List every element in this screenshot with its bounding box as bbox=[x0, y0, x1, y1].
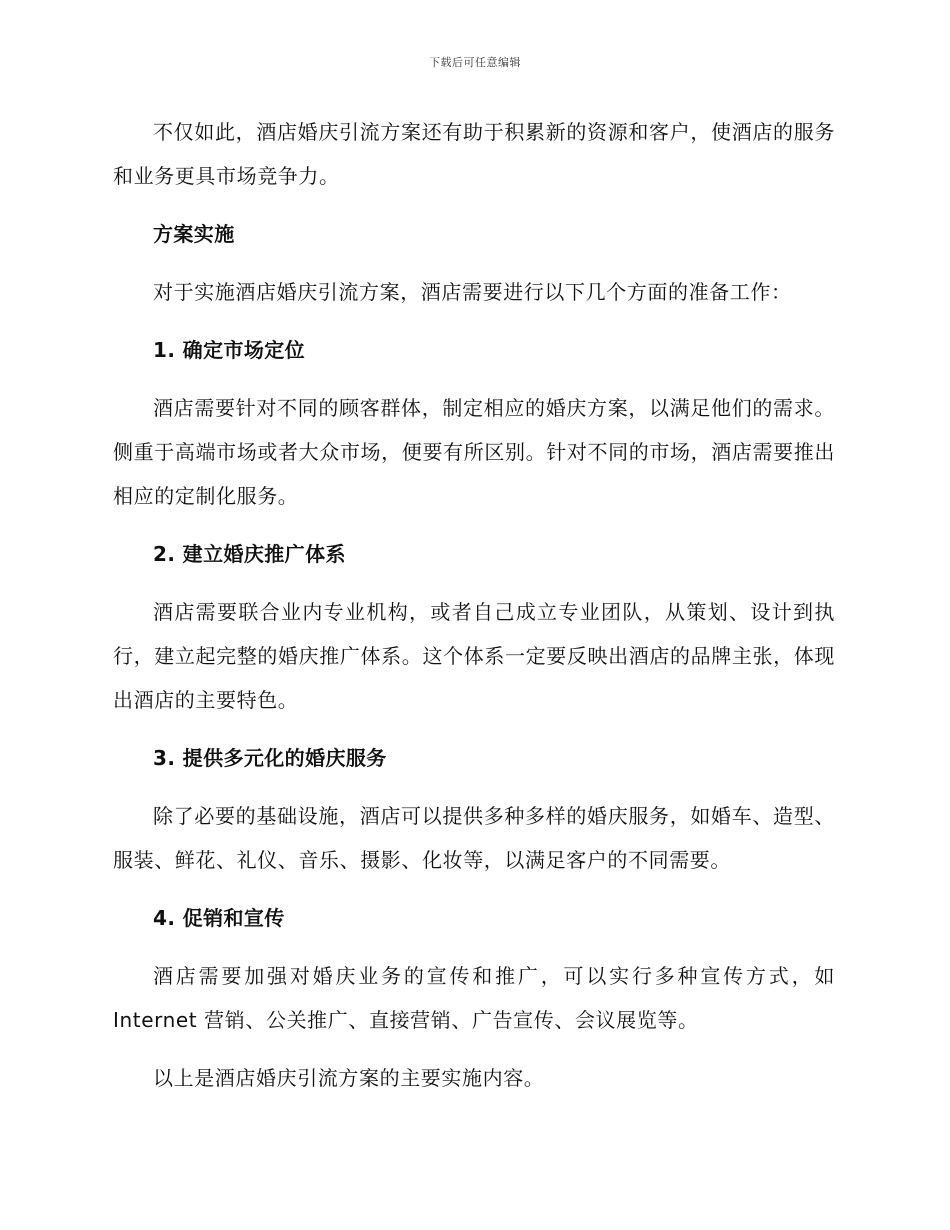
spacer bbox=[113, 722, 835, 736]
item-body-1: 酒店需要针对不同的顾客群体，制定相应的婚庆方案，以满足他们的需求。侧重于高端市场或者大众市场，便要有所区别。针对不同的市场，酒店需要推出相应的定制化服务。 bbox=[113, 396, 835, 508]
item-heading-4: 4. 促销和宣传 bbox=[153, 906, 285, 930]
spacer bbox=[113, 198, 835, 212]
item-body-3: 除了必要的基础设施，酒店可以提供多种多样的婚庆服务，如婚车、造型、服装、鲜花、礼仪、音乐、摄影、化妆等，以满足客户的不同需要。 bbox=[113, 804, 835, 872]
document-body bbox=[113, 110, 835, 1100]
spacer bbox=[113, 882, 835, 896]
section-heading: 方案实施 bbox=[153, 222, 235, 246]
page-header: 下载后可任意编辑 bbox=[429, 56, 521, 69]
section-intro-paragraph: 对于实施酒店婚庆引流方案，酒店需要进行以下几个方面的准备工作： bbox=[153, 280, 792, 304]
spacer bbox=[113, 372, 835, 386]
item-body-2: 酒店需要联合业内专业机构，或者自己成立专业团队，从策划、设计到执行，建立起完整的婚庆推广体系。这个体系一定要反映出酒店的品牌主张，体现出酒店的主要特色。 bbox=[113, 600, 835, 712]
item-heading-2: 2. 建立婚庆推广体系 bbox=[153, 542, 346, 566]
intro-paragraph: 不仅如此，酒店婚庆引流方案还有助于积累新的资源和客户，使酒店的服务和业务更具市场竞争力。 bbox=[113, 120, 835, 188]
spacer bbox=[113, 780, 835, 794]
spacer bbox=[113, 1042, 835, 1056]
closing-paragraph: 以上是酒店婚庆引流方案的主要实施内容。 bbox=[153, 1066, 545, 1090]
spacer bbox=[113, 314, 835, 328]
item-heading-3: 3. 提供多元化的婚庆服务 bbox=[153, 746, 387, 770]
spacer bbox=[113, 576, 835, 590]
spacer bbox=[113, 256, 835, 270]
spacer bbox=[113, 940, 835, 954]
item-heading-1: 1. 确定市场定位 bbox=[153, 338, 306, 362]
spacer bbox=[113, 518, 835, 532]
item-body-4: 酒店需要加强对婚庆业务的宣传和推广，可以实行多种宣传方式，如Internet 营销、公关推广、直接营销、广告宣传、会议展览等。 bbox=[113, 964, 835, 1032]
